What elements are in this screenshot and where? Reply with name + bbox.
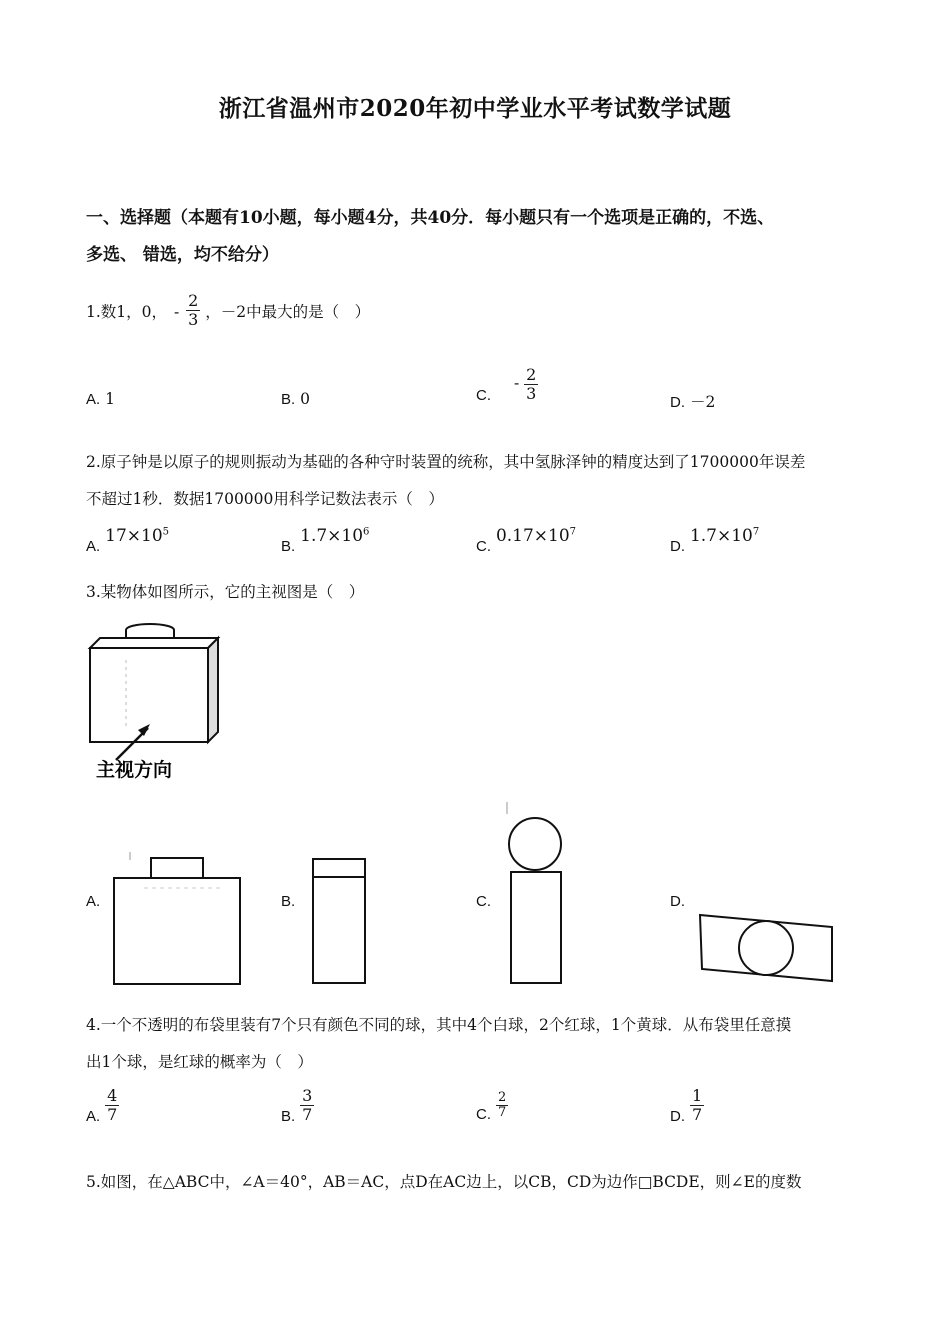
- q2-option-a-label: A.: [86, 538, 101, 555]
- q1-fraction: [186, 292, 200, 328]
- q1-option-c-den: 3: [526, 383, 537, 403]
- q4-option-b-num: 3: [302, 1086, 313, 1105]
- q2-option-d[interactable]: [670, 526, 760, 556]
- q1-suffix: ，－2中最大的是（ ）: [205, 303, 371, 321]
- q2-option-a-exp: 5: [162, 526, 170, 538]
- q1-option-b[interactable]: [281, 390, 310, 408]
- q3-option-c-figure: [495, 800, 575, 990]
- q3-option-a-label[interactable]: A.: [86, 893, 101, 910]
- q4-option-a-fraction: [105, 1087, 119, 1123]
- q4-option-c-label: C.: [476, 1105, 491, 1123]
- q4-option-c-num: 2: [497, 1090, 507, 1105]
- q2-option-a-value: [105, 526, 169, 546]
- q1-option-b-text: 0: [300, 390, 310, 408]
- q3-option-b-label[interactable]: B.: [281, 893, 296, 910]
- q3-option-b-figure: [305, 855, 375, 990]
- q4-option-a-den: 7: [107, 1104, 118, 1124]
- q2-option-b-label: B.: [281, 538, 296, 555]
- q4-option-d-fraction: [690, 1087, 704, 1123]
- q4-option-b-fraction: [300, 1087, 314, 1123]
- q2-option-b[interactable]: [281, 526, 370, 556]
- q2-option-d-base: 1.7×10: [689, 526, 753, 546]
- q3-option-b-drawing: [305, 855, 375, 990]
- q1-option-c[interactable]: [476, 365, 538, 405]
- q2-option-c[interactable]: [476, 526, 577, 556]
- q4-option-d-num: 1: [691, 1086, 703, 1105]
- q4-option-a-num: 4: [107, 1086, 118, 1105]
- q1-frac-num: 2: [188, 290, 199, 310]
- q4-option-a[interactable]: [86, 1086, 119, 1126]
- q4-option-c-den: 7: [497, 1105, 507, 1121]
- q1-prefix: 1.数1，0，: [86, 303, 168, 321]
- q3-object-figure: [86, 620, 236, 790]
- q2-option-c-exp: 7: [569, 526, 577, 538]
- q1-option-c-fraction: [524, 366, 538, 402]
- q1-option-a[interactable]: [86, 390, 115, 408]
- q2-option-c-value: [496, 526, 576, 546]
- question-1: [86, 290, 876, 331]
- q1-option-d-text: －2: [689, 393, 716, 411]
- q4-option-b[interactable]: [281, 1086, 314, 1126]
- q2-option-d-value: [690, 526, 759, 546]
- q1-option-d[interactable]: [670, 390, 715, 412]
- q3-option-d-drawing: [690, 905, 840, 990]
- q3-object-drawing: [86, 620, 236, 790]
- q1-option-a-label: A.: [86, 391, 101, 408]
- q2-option-a[interactable]: [86, 526, 170, 556]
- q1-frac-den: 3: [188, 309, 199, 329]
- q3-option-d-figure: [690, 905, 840, 990]
- question-4: [86, 1007, 876, 1081]
- q4-option-d[interactable]: [670, 1086, 704, 1126]
- q4-line1: 4.一个不透明的布袋里装有7个只有颜色不同的球，其中4个白球，2个红球，1个黄球．从布袋里任意摸: [86, 1016, 792, 1034]
- page-title: 浙江省温州市2020年初中学业水平考试数学试题: [218, 95, 732, 122]
- q2-option-b-value: [300, 526, 369, 546]
- q4-option-c[interactable]: [476, 1091, 508, 1121]
- q2-line1: 2.原子钟是以原子的规则振动为基础的各种守时装置的统称，其中氢脉泽钟的精度达到了1700000年误差: [86, 453, 806, 471]
- q4-option-d-den: 7: [691, 1104, 703, 1124]
- q4-option-c-fraction: [496, 1091, 508, 1121]
- q4-option-b-label: B.: [281, 1108, 296, 1126]
- section-heading-line1: 一、选择题（本题有10小题，每小题4分，共40分．每小题只有一个选项是正确的，不选、: [86, 208, 775, 228]
- question-3: 3.某物体如图所示，它的主视图是（ ）: [86, 583, 365, 601]
- q2-option-d-label: D.: [670, 538, 685, 555]
- q1-option-d-label: D.: [670, 394, 685, 411]
- q2-option-a-base: 17×10: [105, 526, 163, 546]
- section-heading-line2: 多选、 错选，均不给分）: [86, 245, 279, 265]
- q1-option-a-text: 1: [105, 390, 115, 408]
- q3-option-d-label[interactable]: D.: [670, 893, 685, 910]
- q2-option-b-base: 1.7×10: [300, 526, 364, 546]
- q1-option-c-label: C.: [476, 387, 491, 405]
- q1-option-c-minus: -: [513, 374, 520, 393]
- q3-option-c-drawing: [495, 800, 575, 990]
- q3-option-a-figure: [104, 848, 244, 988]
- q2-option-c-label: C.: [476, 538, 491, 555]
- q2-option-c-base: 0.17×10: [495, 526, 570, 546]
- q1-option-c-num: 2: [526, 365, 537, 384]
- question-5: 5.如图，在△ABC中，∠A＝40°，AB＝AC，点D在AC边上，以CB，CD为边作□BCDE，则∠E的度数: [86, 1173, 802, 1191]
- q4-line2: 出1个球，是红球的概率为（ ）: [86, 1053, 313, 1071]
- q2-option-b-exp: 6: [363, 526, 370, 538]
- q3-option-a-drawing: [104, 848, 244, 988]
- q1-minus: -: [173, 303, 180, 321]
- question-2: [86, 444, 876, 518]
- q2-option-d-exp: 7: [752, 526, 760, 538]
- q2-line2: 不超过1秒．数据1700000用科学记数法表示（ ）: [86, 490, 444, 508]
- q4-option-a-label: A.: [86, 1108, 101, 1126]
- q4-option-b-den: 7: [302, 1104, 313, 1124]
- section-heading: [86, 200, 876, 274]
- q3-option-c-label[interactable]: C.: [476, 893, 491, 910]
- q4-option-d-label: D.: [670, 1108, 685, 1126]
- q1-option-b-label: B.: [281, 391, 296, 408]
- q3-figure-caption: 主视方向: [96, 759, 173, 781]
